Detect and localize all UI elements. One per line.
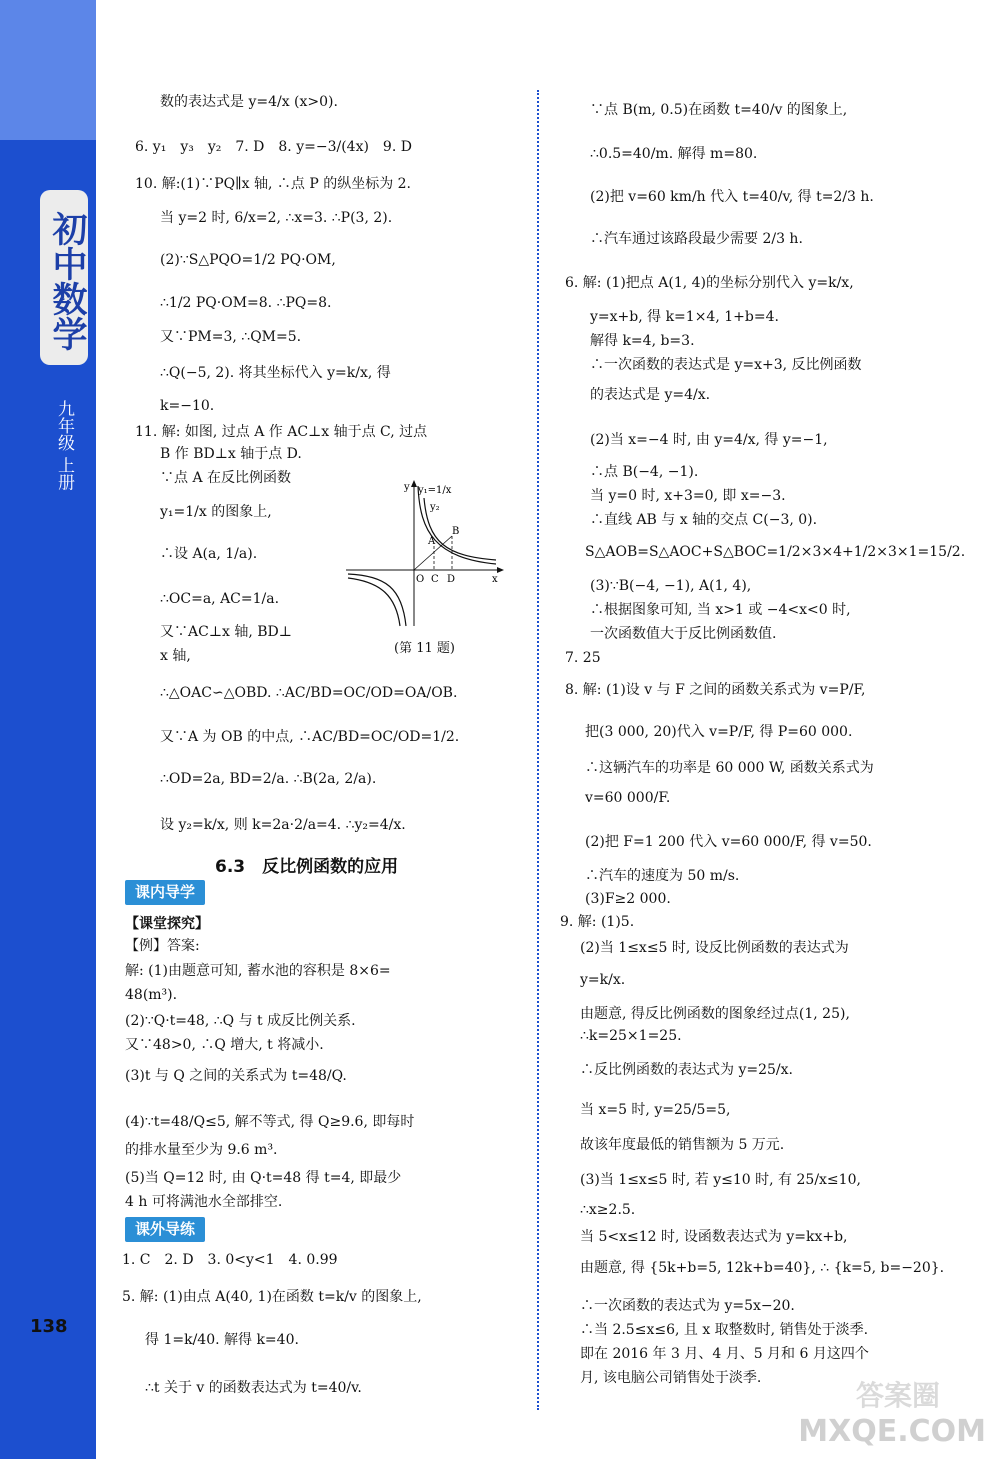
label-y2: y₂ [430,502,440,513]
text-line: y=x+b, 得 k=1×4, 1+b=4. [590,309,779,325]
text-line: 又∵48>0, ∴Q 增大, t 将减小. [125,1037,324,1053]
page-number: 138 [30,1316,68,1337]
text-line: 又∵AC⊥x 轴, BD⊥ [160,624,292,640]
text-line: ∴这辆汽车的功率是 60 000 W, 函数关系式为 [585,760,874,776]
text-line: ∴点 B(−4, −1). [590,464,699,480]
text-line: 把(3 000, 20)代入 v=P/F, 得 P=60 000. [585,724,853,740]
text-line: (2)把 F=1 200 代入 v=60 000/F, 得 v=50. [585,834,872,850]
text-line: 8. 解: (1)设 v 与 F 之间的函数关系式为 v=P/F, [565,682,866,698]
text-line: ∴根据图象可知, 当 x>1 或 −4<x<0 时, [590,602,851,618]
text-line: 9. 解: (1)5. [560,914,635,930]
text-line: 解得 k=4, b=3. [590,333,695,349]
hyperbola-figure [346,478,506,628]
text-line: ∴x≥2.5. [580,1202,636,1218]
text-line: ∴Q(−5, 2). 将其坐标代入 y=k/x, 得 [160,365,391,381]
bracket-example: 【例】答案: [125,938,200,954]
text-line: 由题意, 得反比例函数的图象经过点(1, 25), [580,1006,850,1022]
text-line: 设 y₂=k/x, 则 k=2a·2/a=4. ∴y₂=4/x. [160,817,406,833]
text-line: 月, 该电脑公司销售处于淡季. [580,1370,762,1386]
text-line: 的表达式是 y=4/x. [590,387,711,403]
text-line: 7. 25 [565,650,601,666]
text-line: 由题意, 得 {5k+b=5, 12k+b=40}, ∴ {k=5, b=−20}. [580,1260,945,1276]
text-line: 又∵A 为 OB 的中点, ∴AC/BD=OC/OD=1/2. [160,729,460,745]
text-line: 即在 2016 年 3 月、4 月、5 月和 6 月这四个 [580,1346,869,1362]
text-line: (3)∵B(−4, −1), A(1, 4), [590,578,752,594]
text-line: v=60 000/F. [585,790,671,806]
text-line: ∴一次函数的表达式为 y=5x−20. [580,1298,795,1314]
text-line: (2)把 v=60 km/h 代入 t=40/v, 得 t=2/3 h. [590,189,874,205]
text-line: 得 1=k/40. 解得 k=40. [145,1332,299,1348]
text-line: 当 x=5 时, y=25/5=5, [580,1102,731,1118]
text-line: 11. 解: 如图, 过点 A 作 AC⊥x 轴于点 C, 过点 [135,424,428,440]
text-line: 4 h 可将满池水全部排空. [125,1194,283,1210]
text-line: 解: (1)由题意可知, 蓄水池的容积是 8×6= [125,963,391,979]
grade-label: 九年级 上册 [54,400,74,491]
label-D: D [447,574,456,585]
text-line: y=k/x. [580,972,626,988]
column-divider [537,90,539,1410]
bracket-explore: 【课堂探究】 [125,916,209,932]
label-C: C [431,574,439,585]
text-line: 当 5<x≤12 时, 设函数表达式为 y=kx+b, [580,1229,848,1245]
text-line: (2)∵S△PQO=1/2 PQ·OM, [160,252,336,268]
curve-y1-neg [348,574,406,626]
label-y: y [404,482,410,493]
section-title: 6.3 反比例函数的应用 [215,857,399,877]
text-line: (3)t 与 Q 之间的关系式为 t=48/Q. [125,1068,347,1084]
text-line: B 作 BD⊥x 轴于点 D. [160,446,302,462]
text-line: 10. 解:(1)∵PQ∥x 轴, ∴点 P 的纵坐标为 2. [135,176,412,192]
text-line: ∴OC=a, AC=1/a. [160,591,280,607]
figure-caption: (第 11 题) [394,641,455,656]
label-y1: y₁=1/x [418,485,452,496]
text-line: 1. C 2. D 3. 0<y<1 4. 0.99 [122,1252,338,1268]
y-axis-arrow [411,480,417,487]
text-line: y₁=1/x 的图象上, [160,504,272,520]
text-line: ∴1/2 PQ·OM=8. ∴PQ=8. [160,295,332,311]
text-line: 当 y=0 时, x+3=0, 即 x=−3. [590,488,786,504]
text-line: 6. 解: (1)把点 A(1, 4)的坐标分别代入 y=k/x, [565,275,854,291]
text-line: k=−10. [160,398,215,414]
text-line: ∴汽车的速度为 50 m/s. [585,868,740,884]
text-line: ∴设 A(a, 1/a). [160,546,258,562]
text-line: S△AOB=S△AOC+S△BOC=1/2×3×4+1/2×3×1=15/2. [585,544,966,560]
text-line: (4)∵t=48/Q≤5, 解不等式, 得 Q≥9.6, 即每时 [125,1114,415,1130]
text-line: ∴当 2.5≤x≤6, 且 x 取整数时, 销售处于淡季. [580,1322,869,1338]
text-line: 故该年度最低的销售额为 5 万元. [580,1137,785,1153]
text-line: 数的表达式是 y=4/x (x>0). [160,94,338,110]
text-line: ∵点 A 在反比例函数 [160,470,292,486]
label-B: B [452,526,460,537]
text-line: ∵点 B(m, 0.5)在函数 t=40/v 的图象上, [590,102,848,118]
text-line: 48(m³). [125,987,178,1003]
text-line: ∴t 关于 v 的函数表达式为 t=40/v. [145,1380,362,1396]
tag-after-class: 课外导练 [125,1217,205,1242]
text-line: ∴直线 AB 与 x 轴的交点 C(−3, 0). [590,512,818,528]
text-line: ∴汽车通过该路段最少需要 2/3 h. [590,231,803,247]
text-line: ∴一次函数的表达式是 y=x+3, 反比例函数 [590,357,862,373]
text-line: (2)当 x=−4 时, 由 y=4/x, 得 y=−1, [590,432,828,448]
text-line: ∴△OAC∽△OBD. ∴AC/BD=OC/OD=OA/OB. [160,685,458,701]
curve-y2-neg [348,578,400,626]
text-line: 5. 解: (1)由点 A(40, 1)在函数 t=k/v 的图象上, [122,1289,422,1305]
watermark: MXQE.COM [798,1414,986,1449]
text-line: 的排水量至少为 9.6 m³. [125,1142,278,1158]
text-line: (3)当 1≤x≤5 时, 若 y≤10 时, 有 25/x≤10, [580,1172,861,1188]
label-A: A [428,536,436,547]
text-line: ∴0.5=40/m. 解得 m=80. [590,146,758,162]
text-line: (3)F≥2 000. [585,891,671,907]
book-title: 初中数学 [40,190,88,365]
text-line: (2)∵Q·t=48, ∴Q 与 t 成反比例关系. [125,1013,356,1029]
tag-in-class: 课内导学 [125,880,205,905]
text-line: 又∵PM=3, ∴QM=5. [160,329,302,345]
text-line: 当 y=2 时, 6/x=2, ∴x=3. ∴P(3, 2). [160,210,393,226]
text-line: ∴反比例函数的表达式为 y=25/x. [580,1062,793,1078]
label-x: x [492,574,498,585]
watermark-cn: 答案圈 [855,1379,940,1412]
sidebar-top-band [0,0,96,140]
text-line: (5)当 Q=12 时, 由 Q·t=48 得 t=4, 即最少 [125,1170,402,1186]
text-line: (2)当 1≤x≤5 时, 设反比例函数的表达式为 [580,940,849,956]
sidebar [0,0,96,1459]
text-line: x 轴, [160,648,191,664]
text-line: 6. y₁ y₃ y₂ 7. D 8. y=−3/(4x) 9. D [135,139,412,155]
text-line: ∴OD=2a, BD=2/a. ∴B(2a, 2/a). [160,771,377,787]
x-axis-arrow [497,567,504,573]
label-O: O [416,574,425,585]
text-line: ∴k=25×1=25. [580,1028,682,1044]
text-line: 一次函数值大于反比例函数值. [590,626,777,642]
